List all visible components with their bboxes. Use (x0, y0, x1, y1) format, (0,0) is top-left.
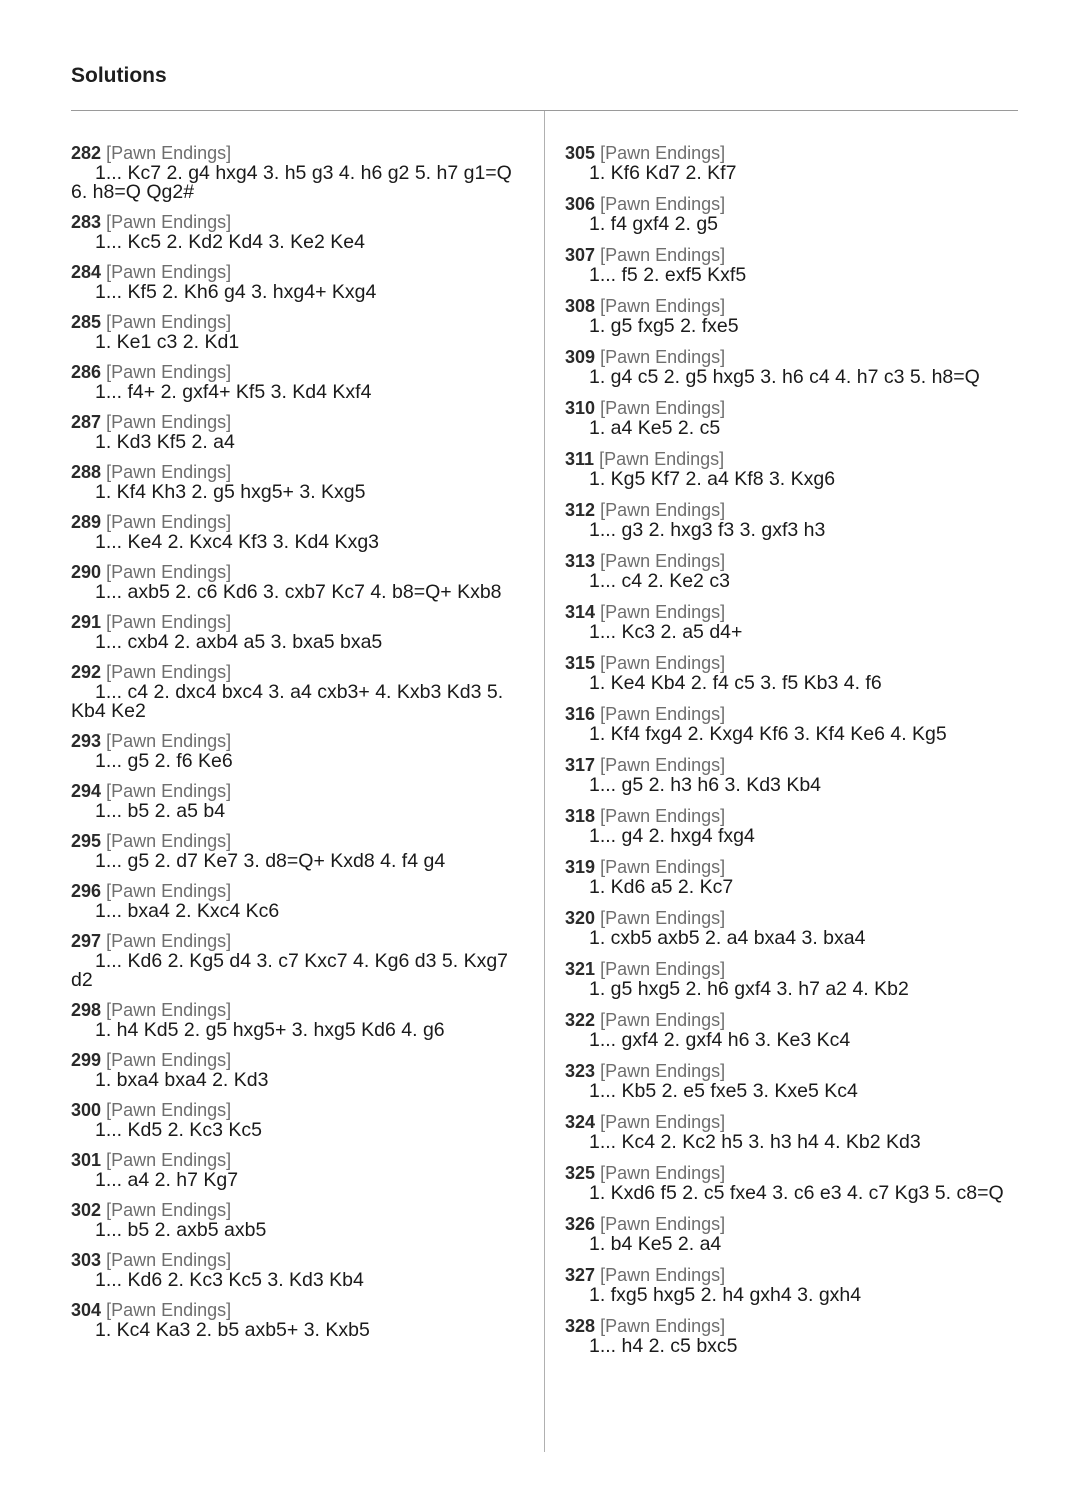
problem-category: [Pawn Endings] (106, 662, 232, 682)
problem-number: 328 (565, 1316, 596, 1336)
problem-category: [Pawn Endings] (106, 1100, 232, 1120)
solution-entry (71, 261, 543, 302)
solution-header (565, 856, 1045, 878)
solution-entry (71, 142, 543, 202)
page-title: Solutions (71, 64, 167, 87)
solution-entry (565, 1009, 1045, 1050)
moves-line: 1... b5 2. axb5 axb5 (95, 1219, 267, 1241)
solution-moves (71, 852, 543, 871)
problem-category: [Pawn Endings] (106, 312, 232, 332)
solution-header (71, 561, 543, 583)
solution-header (565, 805, 1045, 827)
solution-entry (565, 805, 1045, 846)
problem-number: 292 (71, 662, 102, 682)
moves-line: 1... Kd6 2. Kc3 Kc5 3. Kd3 Kb4 (95, 1269, 364, 1291)
problem-category: [Pawn Endings] (106, 1150, 232, 1170)
moves-line: 1... c4 2. dxc4 bxc4 3. a4 cxb3+ 4. Kxb3 Kd3 5. (95, 681, 504, 703)
solution-entry (565, 1264, 1045, 1305)
problem-number: 317 (565, 755, 596, 775)
moves-line: 1... Kc3 2. a5 d4+ (589, 621, 743, 643)
solution-entry (71, 930, 543, 990)
moves-line: 1... Ke4 2. Kxc4 Kf3 3. Kd4 Kxg3 (95, 531, 380, 553)
solution-moves (565, 1235, 1045, 1254)
problem-category: [Pawn Endings] (106, 931, 232, 951)
moves-line: 1. fxg5 hxg5 2. h4 gxh4 3. gxh4 (589, 1284, 862, 1306)
problem-category: [Pawn Endings] (106, 612, 232, 632)
problem-number: 314 (565, 602, 596, 622)
problem-category: [Pawn Endings] (106, 1050, 232, 1070)
problem-number: 305 (565, 143, 596, 163)
problem-category: [Pawn Endings] (600, 1316, 726, 1336)
moves-line: 1... f4+ 2. gxf4+ Kf5 3. Kd4 Kxf4 (95, 381, 372, 403)
solution-header (71, 211, 543, 233)
moves-line-continued: Kb4 Ke2 (71, 700, 146, 722)
solution-moves (71, 533, 543, 552)
solution-moves (71, 1321, 543, 1340)
solution-moves (71, 1271, 543, 1290)
solution-header (565, 907, 1045, 929)
solution-header (71, 1049, 543, 1071)
problem-number: 318 (565, 806, 596, 826)
solution-entry (71, 661, 543, 721)
problem-category: [Pawn Endings] (106, 412, 232, 432)
solution-entry (71, 1199, 543, 1240)
moves-line: 1. Kc4 Ka3 2. b5 axb5+ 3. Kxb5 (95, 1319, 370, 1341)
solution-header (71, 361, 543, 383)
moves-line: 1... axb5 2. c6 Kd6 3. cxb7 Kc7 4. b8=Q+ Kxb8 (95, 581, 502, 603)
solution-entry (71, 1049, 543, 1090)
solution-moves (565, 674, 1045, 693)
solution-entry (71, 730, 543, 771)
problem-number: 307 (565, 245, 596, 265)
problem-category: [Pawn Endings] (600, 347, 726, 367)
problem-category: [Pawn Endings] (600, 704, 726, 724)
solution-entry (71, 561, 543, 602)
moves-line: 1... h4 2. c5 bxc5 (589, 1335, 738, 1357)
solution-entry (565, 550, 1045, 591)
solution-header (565, 1162, 1045, 1184)
problem-number: 325 (565, 1163, 596, 1183)
problem-category: [Pawn Endings] (106, 462, 232, 482)
solution-header (71, 1249, 543, 1271)
moves-line: 1. Kxd6 f5 2. c5 fxe4 3. c6 e3 4. c7 Kg3 5. c8=Q (589, 1182, 1004, 1204)
solution-moves (565, 1082, 1045, 1101)
solution-moves (565, 215, 1045, 234)
solution-entry (565, 448, 1045, 489)
solution-header (565, 193, 1045, 215)
problem-category: [Pawn Endings] (600, 857, 726, 877)
moves-line: 1. Kg5 Kf7 2. a4 Kf8 3. Kxg6 (589, 468, 836, 490)
problem-category: [Pawn Endings] (106, 1250, 232, 1270)
problem-category: [Pawn Endings] (600, 1163, 726, 1183)
solution-entry (71, 311, 543, 352)
solution-entry (71, 461, 543, 502)
problem-category: [Pawn Endings] (600, 1265, 726, 1285)
solution-header (565, 754, 1045, 776)
solution-entry (71, 411, 543, 452)
problem-number: 284 (71, 262, 102, 282)
problem-number: 320 (565, 908, 596, 928)
solution-header (565, 550, 1045, 572)
solution-entry (565, 907, 1045, 948)
problem-category: [Pawn Endings] (106, 362, 232, 382)
solution-entry (71, 361, 543, 402)
solution-moves (565, 1184, 1045, 1203)
moves-line: 1. bxa4 bxa4 2. Kd3 (95, 1069, 269, 1091)
moves-line: 1... g4 2. hxg4 fxg4 (589, 825, 755, 847)
solution-entry (71, 211, 543, 252)
problem-number: 311 (565, 449, 595, 469)
solution-moves (565, 980, 1045, 999)
moves-line: 1. h4 Kd5 2. g5 hxg5+ 3. hxg5 Kd6 4. g6 (95, 1019, 445, 1041)
solution-moves (71, 583, 543, 602)
solution-moves (71, 952, 543, 990)
problem-number: 297 (71, 931, 102, 951)
solution-moves (71, 283, 543, 302)
problem-number: 308 (565, 296, 596, 316)
solution-entry (71, 780, 543, 821)
solution-header (71, 780, 543, 802)
solution-moves (565, 419, 1045, 438)
problem-number: 306 (565, 194, 596, 214)
solution-moves (71, 1121, 543, 1140)
solution-entry (565, 754, 1045, 795)
solution-header (565, 499, 1045, 521)
moves-line: 1. f4 gxf4 2. g5 (589, 213, 719, 235)
solution-entry (565, 142, 1045, 183)
problem-category: [Pawn Endings] (106, 262, 232, 282)
problem-category: [Pawn Endings] (600, 1214, 726, 1234)
solution-header (71, 511, 543, 533)
problem-number: 316 (565, 704, 596, 724)
problem-category: [Pawn Endings] (106, 881, 232, 901)
problem-number: 285 (71, 312, 102, 332)
problem-number: 327 (565, 1265, 596, 1285)
solution-entry (71, 880, 543, 921)
solution-entry (71, 830, 543, 871)
problem-category: [Pawn Endings] (600, 500, 726, 520)
moves-line: 1... Kb5 2. e5 fxe5 3. Kxe5 Kc4 (589, 1080, 858, 1102)
solution-moves (71, 1021, 543, 1040)
moves-line: 1... g5 2. d7 Ke7 3. d8=Q+ Kxd8 4. f4 g4 (95, 850, 446, 872)
solution-moves (71, 802, 543, 821)
problem-number: 293 (71, 731, 102, 751)
moves-line: 1. Kf6 Kd7 2. Kf7 (589, 162, 737, 184)
problem-number: 299 (71, 1050, 102, 1070)
moves-line: 1. g4 c5 2. g5 hxg5 3. h6 c4 4. h7 c3 5. h8=Q (589, 366, 980, 388)
moves-line: 1. Kd6 a5 2. Kc7 (589, 876, 734, 898)
moves-line: 1... Kd5 2. Kc3 Kc5 (95, 1119, 262, 1141)
problem-category: [Pawn Endings] (600, 602, 726, 622)
problem-number: 313 (565, 551, 596, 571)
solution-moves (565, 1031, 1045, 1050)
problem-category: [Pawn Endings] (600, 551, 726, 571)
solution-entry (71, 999, 543, 1040)
moves-line: 1. b4 Ke5 2. a4 (589, 1233, 722, 1255)
solution-moves (71, 383, 543, 402)
solution-header (71, 730, 543, 752)
problem-number: 324 (565, 1112, 596, 1132)
solution-entry (565, 652, 1045, 693)
solution-moves (565, 1337, 1045, 1356)
solution-entry (565, 397, 1045, 438)
moves-line: 1. Ke4 Kb4 2. f4 c5 3. f5 Kb3 4. f6 (589, 672, 882, 694)
solution-entry (71, 1149, 543, 1190)
solution-entry (71, 511, 543, 552)
problem-category: [Pawn Endings] (600, 1112, 726, 1132)
problem-category: [Pawn Endings] (600, 245, 726, 265)
moves-line: 1... Kc4 2. Kc2 h5 3. h3 h4 4. Kb2 Kd3 (589, 1131, 921, 1153)
problem-number: 323 (565, 1061, 596, 1081)
solution-moves (565, 827, 1045, 846)
column-divider (544, 111, 545, 1452)
solution-header (565, 346, 1045, 368)
problem-number: 282 (71, 143, 102, 163)
problem-category: [Pawn Endings] (600, 755, 726, 775)
solution-entry (71, 1299, 543, 1340)
problem-category: [Pawn Endings] (106, 212, 232, 232)
solution-header (565, 1009, 1045, 1031)
solution-header (71, 661, 543, 683)
problem-number: 287 (71, 412, 102, 432)
solution-entry (565, 856, 1045, 897)
solution-entry (71, 611, 543, 652)
moves-line: 1. Kf4 fxg4 2. Kxg4 Kf6 3. Kf4 Ke6 4. Kg5 (589, 723, 947, 745)
problem-category: [Pawn Endings] (600, 194, 726, 214)
solution-moves (565, 623, 1045, 642)
solution-header (565, 244, 1045, 266)
problem-number: 303 (71, 1250, 102, 1270)
moves-line: 1. Kd3 Kf5 2. a4 (95, 431, 235, 453)
solution-moves (71, 1171, 543, 1190)
solution-header (71, 880, 543, 902)
solution-moves (565, 1286, 1045, 1305)
solution-entry (565, 1060, 1045, 1101)
solution-moves (71, 752, 543, 771)
problem-number: 319 (565, 857, 596, 877)
problem-category: [Pawn Endings] (600, 1010, 726, 1030)
solution-header (565, 1213, 1045, 1235)
problem-number: 291 (71, 612, 102, 632)
solution-moves (565, 164, 1045, 183)
solution-header (565, 652, 1045, 674)
solution-header (565, 1111, 1045, 1133)
moves-line-continued: d2 (71, 969, 93, 991)
solution-header (71, 311, 543, 333)
solution-moves (71, 483, 543, 502)
solutions-column-left (71, 142, 543, 1349)
solution-moves (71, 164, 543, 202)
solution-entry (565, 193, 1045, 234)
problem-category: [Pawn Endings] (600, 143, 726, 163)
solution-header (565, 1060, 1045, 1082)
solution-header (71, 830, 543, 852)
moves-line: 1... a4 2. h7 Kg7 (95, 1169, 239, 1191)
problem-category: [Pawn Endings] (106, 1000, 232, 1020)
problem-category: [Pawn Endings] (106, 512, 232, 532)
solution-entry (71, 1099, 543, 1140)
solution-header (71, 411, 543, 433)
moves-line: 1... cxb4 2. axb4 a5 3. bxa5 bxa5 (95, 631, 383, 653)
moves-line: 1... Kc5 2. Kd2 Kd4 3. Ke2 Ke4 (95, 231, 365, 253)
solution-header (71, 930, 543, 952)
problem-number: 295 (71, 831, 102, 851)
solution-moves (565, 725, 1045, 744)
problem-number: 312 (565, 500, 596, 520)
solution-entry (565, 244, 1045, 285)
solution-header (565, 295, 1045, 317)
moves-line: 1... bxa4 2. Kxc4 Kc6 (95, 900, 280, 922)
problem-category: [Pawn Endings] (600, 296, 726, 316)
solution-entry (565, 346, 1045, 387)
moves-line: 1... g3 2. hxg3 f3 3. gxf3 h3 (589, 519, 826, 541)
problem-category: [Pawn Endings] (106, 143, 232, 163)
solution-header (71, 1199, 543, 1221)
problem-category: [Pawn Endings] (106, 1300, 232, 1320)
solution-entry (565, 1315, 1045, 1356)
solution-entry (565, 703, 1045, 744)
solution-moves (71, 233, 543, 252)
solution-moves (71, 1071, 543, 1090)
problem-category: [Pawn Endings] (106, 731, 232, 751)
solution-header (71, 1299, 543, 1321)
problem-number: 309 (565, 347, 596, 367)
solution-header (565, 142, 1045, 164)
solution-header (565, 1264, 1045, 1286)
solution-moves (565, 317, 1045, 336)
problem-number: 301 (71, 1150, 102, 1170)
problem-category: [Pawn Endings] (600, 398, 726, 418)
problem-number: 302 (71, 1200, 102, 1220)
solution-entry (565, 499, 1045, 540)
problem-category: [Pawn Endings] (600, 908, 726, 928)
solution-moves (565, 572, 1045, 591)
solution-entry (71, 1249, 543, 1290)
solutions-column-right (565, 142, 1045, 1366)
problem-category: [Pawn Endings] (106, 831, 232, 851)
moves-line: 1... Kc7 2. g4 hxg4 3. h5 g3 4. h6 g2 5. h7 g1=Q (95, 162, 512, 184)
solution-header (71, 999, 543, 1021)
solution-entry (565, 1213, 1045, 1254)
moves-line: 1... c4 2. Ke2 c3 (589, 570, 730, 592)
problem-category: [Pawn Endings] (600, 1061, 726, 1081)
solution-entry (565, 601, 1045, 642)
moves-line: 1... Kd6 2. Kg5 d4 3. c7 Kxc7 4. Kg6 d3 5. Kxg7 (95, 950, 509, 972)
problem-number: 298 (71, 1000, 102, 1020)
problem-number: 321 (565, 959, 596, 979)
solution-header (71, 611, 543, 633)
problem-category: [Pawn Endings] (106, 1200, 232, 1220)
problem-number: 326 (565, 1214, 596, 1234)
problem-number: 322 (565, 1010, 596, 1030)
problem-category: [Pawn Endings] (600, 806, 726, 826)
solution-moves (565, 521, 1045, 540)
solution-moves (565, 470, 1045, 489)
solution-header (565, 448, 1045, 470)
solution-moves (71, 333, 543, 352)
solution-header (565, 601, 1045, 623)
solution-moves (565, 368, 1045, 387)
problem-number: 296 (71, 881, 102, 901)
moves-line: 1. g5 fxg5 2. fxe5 (589, 315, 739, 337)
solution-header (565, 958, 1045, 980)
solution-header (565, 1315, 1045, 1337)
solution-header (565, 397, 1045, 419)
moves-line: 1... b5 2. a5 b4 (95, 800, 226, 822)
solution-moves (71, 633, 543, 652)
solution-moves (71, 683, 543, 721)
moves-line: 1... Kf5 2. Kh6 g4 3. hxg4+ Kxg4 (95, 281, 377, 303)
moves-line: 1. Kf4 Kh3 2. g5 hxg5+ 3. Kxg5 (95, 481, 366, 503)
moves-line: 1... gxf4 2. gxf4 h6 3. Ke3 Kc4 (589, 1029, 851, 1051)
solution-header (71, 142, 543, 164)
solution-entry (565, 295, 1045, 336)
problem-number: 290 (71, 562, 102, 582)
problem-number: 288 (71, 462, 102, 482)
problem-category: [Pawn Endings] (106, 781, 232, 801)
problem-category: [Pawn Endings] (600, 653, 726, 673)
problem-number: 300 (71, 1100, 102, 1120)
moves-line-continued: 6. h8=Q Qg2# (71, 181, 195, 203)
solution-header (71, 1149, 543, 1171)
problem-number: 315 (565, 653, 596, 673)
problem-number: 289 (71, 512, 102, 532)
problem-category: [Pawn Endings] (600, 959, 726, 979)
solution-header (71, 261, 543, 283)
solution-moves (565, 929, 1045, 948)
moves-line: 1. Ke1 c3 2. Kd1 (95, 331, 240, 353)
moves-line: 1... f5 2. exf5 Kxf5 (589, 264, 747, 286)
solution-moves (565, 878, 1045, 897)
solution-entry (565, 958, 1045, 999)
solution-moves (565, 1133, 1045, 1152)
solution-moves (71, 1221, 543, 1240)
problem-number: 286 (71, 362, 102, 382)
moves-line: 1. g5 hxg5 2. h6 gxf4 3. h7 a2 4. Kb2 (589, 978, 909, 1000)
solution-header (565, 703, 1045, 725)
problem-category: [Pawn Endings] (106, 562, 232, 582)
solution-header (71, 461, 543, 483)
problem-number: 283 (71, 212, 102, 232)
moves-line: 1... g5 2. f6 Ke6 (95, 750, 233, 772)
solution-moves (565, 266, 1045, 285)
problem-number: 304 (71, 1300, 102, 1320)
solution-entry (565, 1111, 1045, 1152)
solution-moves (71, 902, 543, 921)
problem-number: 310 (565, 398, 596, 418)
moves-line: 1... g5 2. h3 h6 3. Kd3 Kb4 (589, 774, 822, 796)
moves-line: 1. a4 Ke5 2. c5 (589, 417, 721, 439)
solution-moves (71, 433, 543, 452)
problem-category: [Pawn Endings] (599, 449, 725, 469)
problem-number: 294 (71, 781, 102, 801)
moves-line: 1. cxb5 axb5 2. a4 bxa4 3. bxa4 (589, 927, 866, 949)
solution-moves (565, 776, 1045, 795)
solution-entry (565, 1162, 1045, 1203)
solution-header (71, 1099, 543, 1121)
